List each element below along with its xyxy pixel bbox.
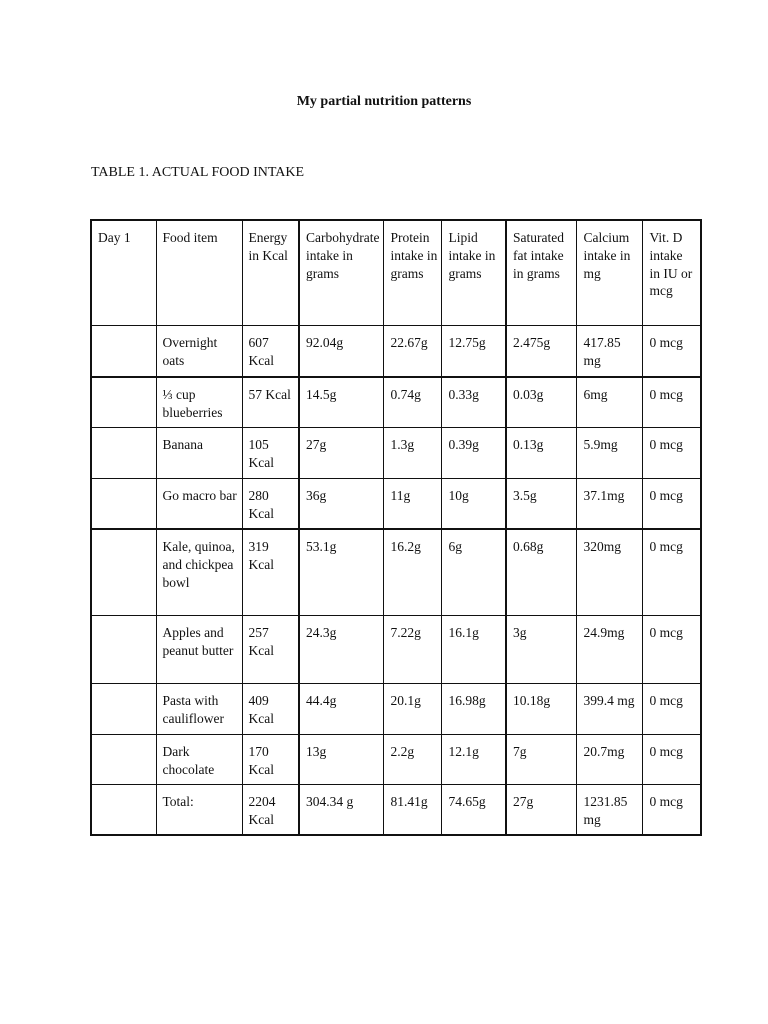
cell-food-item: Apples and peanut butter	[156, 616, 242, 684]
cell-lipid: 0.33g	[442, 377, 506, 428]
cell-protein: 22.67g	[384, 326, 442, 378]
cell-day	[91, 785, 156, 836]
document-title: My partial nutrition patterns	[296, 94, 472, 109]
header-calcium: Calcium intake in mg	[577, 220, 643, 326]
cell-food-item: Kale, quinoa, and chickpea bowl	[156, 529, 242, 616]
header-day: Day 1	[91, 220, 156, 326]
cell-protein: 11g	[384, 479, 442, 530]
cell-saturated-fat: 10.18g	[506, 684, 577, 735]
cell-protein: 0.74g	[384, 377, 442, 428]
cell-protein: 1.3g	[384, 428, 442, 479]
cell-calcium: 399.4 mg	[577, 684, 643, 735]
cell-protein: 81.41g	[384, 785, 442, 836]
cell-vitamin-d: 0 mcg	[643, 428, 701, 479]
table-row	[91, 377, 701, 428]
cell-day	[91, 428, 156, 479]
cell-calcium: 6mg	[577, 377, 643, 428]
cell-protein: 20.1g	[384, 684, 442, 735]
cell-energy: 2204 Kcal	[242, 785, 299, 836]
cell-vitamin-d: 0 mcg	[643, 479, 701, 530]
cell-food-item: Banana	[156, 428, 242, 479]
cell-energy: 280 Kcal	[242, 479, 299, 530]
cell-protein: 7.22g	[384, 616, 442, 684]
table-row	[91, 428, 701, 479]
table-body	[91, 326, 701, 836]
header-carbohydrate: Carbohydrate intake in grams	[299, 220, 384, 326]
cell-lipid: 16.98g	[442, 684, 506, 735]
cell-vitamin-d: 0 mcg	[643, 529, 701, 616]
cell-food-item: Total:	[156, 785, 242, 836]
cell-carbohydrate: 24.3g	[299, 616, 384, 684]
table-row	[91, 616, 701, 684]
cell-carbohydrate: 53.1g	[299, 529, 384, 616]
cell-lipid: 10g	[442, 479, 506, 530]
cell-calcium: 37.1mg	[577, 479, 643, 530]
table-row	[91, 326, 701, 378]
cell-calcium: 1231.85 mg	[577, 785, 643, 836]
cell-carbohydrate: 27g	[299, 428, 384, 479]
cell-calcium: 20.7mg	[577, 735, 643, 785]
cell-day	[91, 684, 156, 735]
cell-carbohydrate: 304.34 g	[299, 785, 384, 836]
cell-carbohydrate: 14.5g	[299, 377, 384, 428]
cell-energy: 257 Kcal	[242, 616, 299, 684]
cell-energy: 319 Kcal	[242, 529, 299, 616]
cell-saturated-fat: 3.5g	[506, 479, 577, 530]
cell-saturated-fat: 0.03g	[506, 377, 577, 428]
cell-day	[91, 616, 156, 684]
food-intake-table	[90, 219, 702, 836]
cell-lipid: 0.39g	[442, 428, 506, 479]
cell-saturated-fat: 27g	[506, 785, 577, 836]
cell-calcium: 5.9mg	[577, 428, 643, 479]
cell-calcium: 417.85 mg	[577, 326, 643, 378]
cell-protein: 2.2g	[384, 735, 442, 785]
cell-day	[91, 735, 156, 785]
header-lipid: Lipid intake in grams	[442, 220, 506, 326]
header-protein: Protein intake in grams	[384, 220, 442, 326]
cell-vitamin-d: 0 mcg	[643, 785, 701, 836]
cell-food-item: Dark chocolate	[156, 735, 242, 785]
cell-lipid: 12.1g	[442, 735, 506, 785]
cell-day	[91, 479, 156, 530]
cell-vitamin-d: 0 mcg	[643, 326, 701, 378]
cell-carbohydrate: 92.04g	[299, 326, 384, 378]
cell-day	[91, 326, 156, 378]
cell-calcium: 320mg	[577, 529, 643, 616]
cell-vitamin-d: 0 mcg	[643, 616, 701, 684]
cell-energy: 607 Kcal	[242, 326, 299, 378]
table-row	[91, 735, 701, 785]
table-caption: TABLE 1. ACTUAL FOOD INTAKE	[91, 165, 305, 180]
cell-carbohydrate: 13g	[299, 735, 384, 785]
header-energy: Energy in Kcal	[242, 220, 299, 326]
cell-food-item: Go macro bar	[156, 479, 242, 530]
table-row	[91, 684, 701, 735]
cell-food-item: Overnight oats	[156, 326, 242, 378]
cell-energy: 105 Kcal	[242, 428, 299, 479]
cell-saturated-fat: 7g	[506, 735, 577, 785]
table-row	[91, 479, 701, 530]
cell-energy: 170 Kcal	[242, 735, 299, 785]
cell-carbohydrate: 36g	[299, 479, 384, 530]
header-vitamin-d: Vit. D intake in IU or mcg	[643, 220, 701, 326]
table-row	[91, 785, 701, 836]
cell-saturated-fat: 2.475g	[506, 326, 577, 378]
header-saturated-fat: Saturated fat intake in grams	[506, 220, 577, 326]
cell-calcium: 24.9mg	[577, 616, 643, 684]
cell-energy: 57 Kcal	[242, 377, 299, 428]
cell-saturated-fat: 0.68g	[506, 529, 577, 616]
cell-day	[91, 529, 156, 616]
cell-saturated-fat: 3g	[506, 616, 577, 684]
table-header-row	[91, 220, 701, 326]
cell-vitamin-d: 0 mcg	[643, 377, 701, 428]
cell-food-item: ⅓ cup blueberries	[156, 377, 242, 428]
cell-protein: 16.2g	[384, 529, 442, 616]
cell-lipid: 6g	[442, 529, 506, 616]
cell-lipid: 12.75g	[442, 326, 506, 378]
table-row	[91, 529, 701, 616]
cell-saturated-fat: 0.13g	[506, 428, 577, 479]
cell-vitamin-d: 0 mcg	[643, 735, 701, 785]
cell-lipid: 74.65g	[442, 785, 506, 836]
cell-vitamin-d: 0 mcg	[643, 684, 701, 735]
cell-carbohydrate: 44.4g	[299, 684, 384, 735]
cell-energy: 409 Kcal	[242, 684, 299, 735]
header-food-item: Food item	[156, 220, 242, 326]
cell-food-item: Pasta with cauliflower	[156, 684, 242, 735]
cell-day	[91, 377, 156, 428]
cell-lipid: 16.1g	[442, 616, 506, 684]
